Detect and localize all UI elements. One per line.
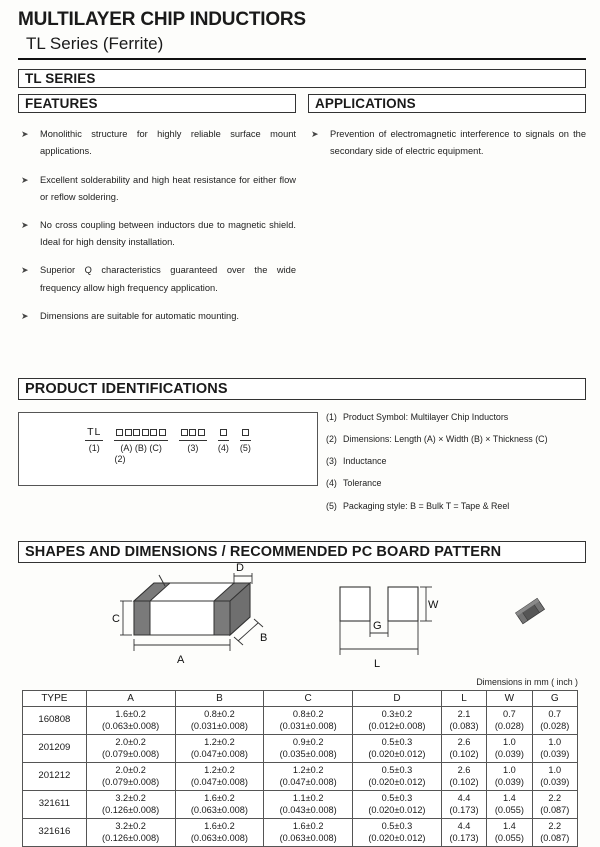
value-inch: (0.039)	[540, 749, 570, 760]
feature-text: Superior Q characteristics guaranteed over the wide frequency allow high frequency application.	[40, 265, 296, 293]
legend-item	[326, 434, 592, 445]
shapes-dimensions-header	[18, 541, 586, 563]
packaging-ref: (5)	[239, 442, 251, 453]
legend-text: Tolerance	[343, 478, 382, 489]
value-inch: (0.020±0.012)	[368, 749, 426, 760]
tolerance-glyphs	[218, 427, 229, 441]
value-mm: 0.5±0.3	[381, 820, 413, 831]
cell-type: 160808	[23, 706, 87, 734]
value-mm: 0.8±0.2	[204, 708, 235, 719]
list-item	[18, 172, 296, 206]
value-mm: 1.2±0.2	[204, 764, 235, 775]
list-item	[18, 126, 296, 160]
value-mm: 2.6	[457, 764, 471, 775]
cell-b	[175, 762, 264, 790]
value-mm: 2.0±0.2	[115, 764, 146, 775]
arrow-bullet-icon: ➤	[21, 219, 29, 230]
cell-c	[264, 706, 353, 734]
cell-d	[353, 734, 442, 762]
title-block	[0, 0, 600, 54]
value-inch: (0.083)	[449, 721, 479, 732]
feature-text: Dimensions are suitable for automatic mounting.	[40, 310, 239, 321]
page-subtitle: TL Series (Ferrite)	[26, 33, 164, 53]
part-number-box	[18, 412, 318, 486]
value-mm: 0.5±0.3	[381, 764, 413, 775]
value-mm: 2.6	[457, 736, 471, 747]
value-inch: (0.063±0.008)	[190, 805, 248, 816]
prefix-text: TL	[87, 426, 102, 439]
code-group-dimensions	[114, 427, 168, 453]
value-inch: (0.039)	[494, 749, 524, 760]
cell-b	[175, 734, 264, 762]
value-inch: (0.043±0.008)	[279, 805, 337, 816]
code-group-prefix	[85, 427, 103, 453]
product-identifications-body	[18, 412, 592, 523]
value-inch: (0.047±0.008)	[190, 749, 248, 760]
label-g: G	[373, 619, 382, 632]
cell-type: 321611	[23, 790, 87, 818]
list-item	[308, 126, 586, 160]
dimensions-sub-ref: (2)	[114, 453, 126, 464]
cell-l	[441, 706, 486, 734]
value-mm: 2.2	[548, 792, 562, 803]
feature-text: No cross coupling between inductors due to magnetic shield. Ideal for high density installation.	[40, 219, 296, 248]
value-inch: (0.020±0.012)	[368, 805, 426, 816]
code-square	[189, 429, 196, 436]
value-mm: 0.3±0.2	[381, 708, 413, 719]
cell-c	[264, 734, 353, 762]
cell-type: 201209	[23, 734, 87, 762]
legend-number: (5)	[326, 500, 337, 511]
value-inch: (0.039)	[540, 777, 570, 788]
spacer	[0, 336, 600, 378]
legend-item	[326, 456, 592, 467]
legend-number: (4)	[326, 478, 337, 489]
drawings-area	[0, 561, 600, 677]
feature-text: Excellent solderability and high heat resistance for either flow or reflow soldering.	[40, 174, 296, 202]
value-inch: (0.047±0.008)	[279, 777, 337, 788]
applications-list	[308, 126, 586, 336]
value-inch: (0.039)	[494, 777, 524, 788]
table-row	[23, 762, 578, 790]
legend-text: Dimensions: Length (A) × Width (B) × Thickness (C)	[343, 434, 548, 445]
value-inch: (0.079±0.008)	[102, 777, 160, 788]
value-mm: 0.8±0.2	[292, 708, 324, 719]
value-mm: 2.1	[457, 708, 471, 719]
part-number-rows	[85, 427, 251, 485]
inductance-ref: (3)	[187, 442, 199, 453]
cell-a	[86, 790, 175, 818]
cell-a	[86, 818, 175, 846]
code-square	[198, 429, 205, 436]
value-mm: 3.2±0.2	[115, 792, 146, 803]
page-title: MULTILAYER CHIP INDUCTIORS	[18, 9, 306, 30]
tolerance-ref: (4)	[217, 442, 229, 453]
value-inch: (0.063±0.008)	[102, 721, 160, 732]
features-header-label: FEATURES	[25, 96, 98, 112]
cell-l	[441, 818, 486, 846]
cell-d	[353, 706, 442, 734]
arrow-bullet-icon: ➤	[21, 174, 29, 185]
value-inch: (0.055)	[494, 833, 524, 844]
table-header-row	[23, 690, 578, 706]
column-header-w: W	[487, 690, 532, 706]
code-square	[220, 429, 227, 436]
product-identifications-header	[18, 378, 586, 400]
value-inch: (0.028)	[494, 721, 524, 732]
value-inch: (0.126±0.008)	[102, 805, 160, 816]
label-b: B	[260, 631, 268, 644]
value-inch: (0.055)	[494, 805, 524, 816]
table-units-note: Dimensions in mm ( inch )	[476, 676, 578, 687]
pc-board-pattern-drawing	[322, 575, 442, 673]
value-mm: 0.7	[502, 708, 516, 719]
series-bar-label: TL SERIES	[25, 71, 96, 87]
cell-l	[441, 734, 486, 762]
cell-b	[175, 706, 264, 734]
cell-d	[353, 818, 442, 846]
inductance-glyphs	[179, 427, 207, 441]
arrow-bullet-icon: ➤	[311, 129, 319, 140]
value-mm: 1.0	[548, 764, 562, 775]
column-header-l: L	[441, 690, 486, 706]
code-square	[125, 429, 132, 436]
legend-item	[326, 412, 592, 423]
label-d: D	[236, 561, 244, 574]
value-mm: 1.1±0.2	[292, 792, 324, 803]
value-mm: 0.9±0.2	[292, 736, 324, 747]
value-mm: 1.0	[502, 764, 516, 775]
legend-text: Inductance	[343, 456, 387, 467]
legend-text: Packaging style: B = Bulk T = Tape & Reel	[343, 500, 510, 511]
value-inch: (0.031±0.008)	[279, 721, 337, 732]
cell-type: 321616	[23, 818, 87, 846]
cell-w	[487, 734, 532, 762]
code-group-packaging	[240, 427, 251, 453]
cell-g	[532, 706, 577, 734]
value-mm: 0.5±0.3	[381, 792, 413, 803]
features-applications-body	[18, 126, 586, 336]
cell-w	[487, 818, 532, 846]
list-item	[18, 217, 296, 251]
legend-number: (1)	[326, 411, 337, 422]
value-mm: 4.4	[457, 792, 471, 803]
value-mm: 1.2±0.2	[204, 736, 235, 747]
column-header-b: B	[175, 690, 264, 706]
legend-item	[326, 501, 592, 512]
value-inch: (0.031±0.008)	[190, 721, 248, 732]
list-item	[18, 262, 296, 296]
cell-a	[86, 734, 175, 762]
cell-a	[86, 762, 175, 790]
part-number-line	[85, 427, 251, 453]
value-inch: (0.063±0.008)	[190, 833, 248, 844]
cell-w	[487, 706, 532, 734]
legend-item	[326, 478, 592, 489]
cell-l	[441, 790, 486, 818]
cell-g	[532, 790, 577, 818]
value-inch: (0.087)	[540, 833, 570, 844]
arrow-bullet-icon: ➤	[21, 310, 29, 321]
label-c: C	[112, 612, 120, 625]
cell-b	[175, 818, 264, 846]
features-list	[18, 126, 296, 336]
value-mm: 1.6±0.2	[204, 820, 235, 831]
value-mm: 1.6±0.2	[115, 708, 146, 719]
cell-type: 201212	[23, 762, 87, 790]
application-text: Prevention of electromagnetic interference to signals on the secondary side of electric equipment.	[330, 129, 586, 157]
cell-g	[532, 734, 577, 762]
value-mm: 1.0	[502, 736, 516, 747]
code-square	[133, 429, 140, 436]
label-l: L	[374, 657, 381, 670]
table-row	[23, 706, 578, 734]
dimensions-table	[22, 690, 578, 847]
product-identifications-legend	[318, 412, 592, 523]
cell-g	[532, 818, 577, 846]
code-square	[242, 429, 249, 436]
cell-d	[353, 790, 442, 818]
cell-c	[264, 790, 353, 818]
column-header-c: C	[264, 690, 353, 706]
cell-c	[264, 762, 353, 790]
dimensions-ref: (A) (B) (C)	[120, 442, 162, 453]
arrow-bullet-icon: ➤	[21, 129, 29, 140]
legend-text: Product Symbol: Multilayer Chip Inductors	[343, 411, 509, 422]
code-square	[142, 429, 149, 436]
prefix-ref: (1)	[88, 442, 100, 453]
cell-c	[264, 818, 353, 846]
value-mm: 1.4	[502, 792, 516, 803]
product-identifications-header-label: PRODUCT IDENTIFICATIONS	[25, 380, 228, 397]
label-w: W	[428, 598, 439, 611]
value-inch: (0.079±0.008)	[102, 749, 160, 760]
feature-text: Monolithic structure for highly reliable surface mount applications.	[40, 129, 296, 157]
code-square	[150, 429, 157, 436]
value-inch: (0.126±0.008)	[102, 833, 160, 844]
cell-w	[487, 762, 532, 790]
column-header-a: A	[86, 690, 175, 706]
value-mm: 4.4	[457, 820, 471, 831]
value-mm: 2.2	[548, 820, 562, 831]
value-mm: 1.6±0.2	[204, 792, 235, 803]
series-bar	[18, 69, 586, 88]
value-mm: 1.2±0.2	[292, 764, 324, 775]
value-inch: (0.063±0.008)	[279, 833, 337, 844]
spacer	[0, 523, 600, 541]
features-header	[18, 94, 296, 113]
value-inch: (0.028)	[540, 721, 570, 732]
legend-number: (2)	[326, 434, 337, 445]
code-square	[116, 429, 123, 436]
label-a: A	[177, 653, 185, 666]
table-row	[23, 790, 578, 818]
packaging-glyphs	[240, 427, 251, 441]
value-inch: (0.047±0.008)	[190, 777, 248, 788]
arrow-bullet-icon: ➤	[21, 265, 29, 276]
prefix-glyphs	[85, 427, 103, 441]
value-mm: 1.4	[502, 820, 516, 831]
cell-l	[441, 762, 486, 790]
applications-header-label: APPLICATIONS	[315, 96, 416, 112]
column-header-type: TYPE	[23, 690, 87, 706]
applications-header	[308, 94, 586, 113]
value-inch: (0.020±0.012)	[368, 777, 426, 788]
column-header-g: G	[532, 690, 577, 706]
value-inch: (0.102)	[449, 777, 479, 788]
legend-number: (3)	[326, 456, 337, 467]
value-inch: (0.087)	[540, 805, 570, 816]
section-header-row	[18, 94, 586, 113]
value-inch: (0.035±0.008)	[279, 749, 337, 760]
cell-b	[175, 790, 264, 818]
dimensions-glyphs	[114, 427, 168, 441]
value-inch: (0.012±0.008)	[368, 721, 426, 732]
cell-d	[353, 762, 442, 790]
value-inch: (0.102)	[449, 749, 479, 760]
cell-w	[487, 790, 532, 818]
value-mm: 2.0±0.2	[115, 736, 146, 747]
cell-g	[532, 762, 577, 790]
title-divider	[18, 58, 586, 60]
shapes-dimensions-header-label: SHAPES AND DIMENSIONS / RECOMMENDED PC BOARD PATTERN	[25, 543, 502, 560]
value-mm: 0.7	[548, 708, 562, 719]
value-mm: 1.6±0.2	[292, 820, 324, 831]
chip-photo	[508, 591, 556, 637]
table-row	[23, 818, 578, 846]
code-group-inductance	[179, 427, 207, 453]
value-mm: 1.0	[548, 736, 562, 747]
chip-3d-drawing	[112, 561, 277, 675]
value-mm: 3.2±0.2	[115, 820, 146, 831]
table-row	[23, 734, 578, 762]
list-item	[18, 308, 296, 325]
part-number-diagram	[18, 412, 318, 523]
cell-a	[86, 706, 175, 734]
value-mm: 0.5±0.3	[381, 736, 413, 747]
value-inch: (0.173)	[449, 805, 479, 816]
code-group-tolerance	[218, 427, 229, 453]
value-inch: (0.020±0.012)	[368, 833, 426, 844]
code-square	[159, 429, 166, 436]
code-square	[181, 429, 188, 436]
value-inch: (0.173)	[449, 833, 479, 844]
column-header-d: D	[353, 690, 442, 706]
